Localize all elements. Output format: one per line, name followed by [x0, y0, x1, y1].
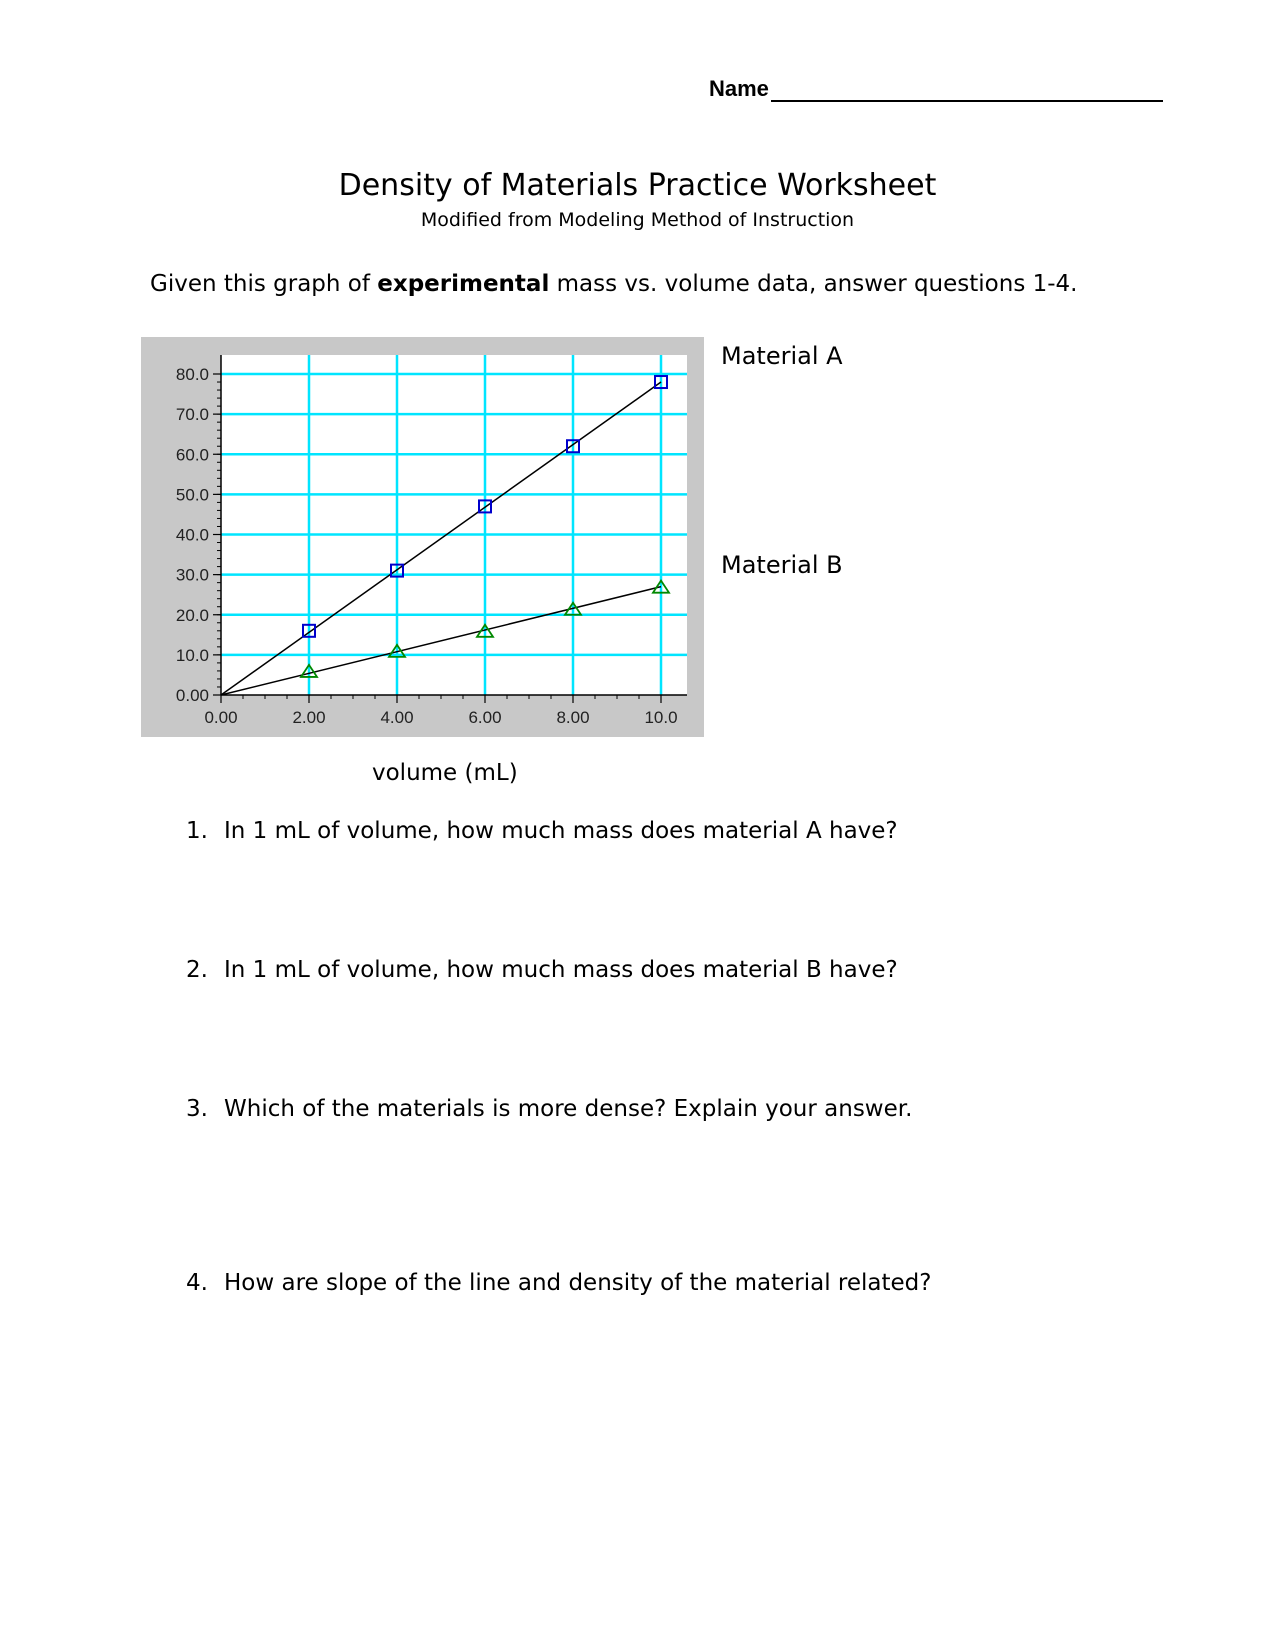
series-label-a: Material A [721, 342, 843, 370]
question-4 [186, 1270, 932, 1296]
question-number: 1. [186, 818, 208, 844]
question-text: Which of the materials is more dense? Explain your answer. [224, 1096, 913, 1122]
series-label-b: Material B [721, 551, 843, 579]
y-tick-label: 40.0 [175, 525, 209, 545]
x-tick-label: 10.0 [644, 708, 678, 727]
page-title: Density of Materials Practice Worksheet [338, 168, 937, 203]
mass-volume-chart [141, 337, 704, 737]
x-tick-label: 4.00 [380, 708, 414, 727]
x-tick-label: 6.00 [468, 708, 502, 727]
x-tick-label: 8.00 [556, 708, 590, 727]
y-tick-label: 30.0 [175, 565, 209, 585]
question-1 [186, 818, 898, 844]
page-subtitle: Modified from Modeling Method of Instruction [420, 209, 855, 231]
y-tick-label: 60.0 [175, 445, 209, 465]
y-tick-label: 70.0 [175, 405, 209, 425]
plot-area [221, 355, 687, 695]
question-text: In 1 mL of volume, how much mass does material A have? [224, 818, 898, 844]
question-3 [186, 1096, 912, 1122]
chart-svg [141, 337, 704, 737]
question-text: How are slope of the line and density of the material related? [224, 1270, 932, 1296]
question-number: 3. [186, 1096, 208, 1122]
question-2 [186, 957, 898, 983]
y-tick-label: 20.0 [175, 605, 209, 625]
x-axis-label: volume (mL) [372, 760, 518, 786]
x-tick-label: 2.00 [292, 708, 326, 727]
question-number: 2. [186, 957, 208, 983]
x-tick-label: 0.00 [204, 708, 238, 727]
question-text: In 1 mL of volume, how much mass does material B have? [224, 957, 898, 983]
intro-bold: experimental [377, 271, 550, 297]
intro-before: Given this graph of [150, 271, 378, 297]
name-field [709, 76, 1163, 102]
name-underline [771, 78, 1163, 102]
y-tick-label: 50.0 [175, 485, 209, 505]
y-tick-label: 0.00 [175, 686, 209, 705]
y-tick-label: 80.0 [175, 365, 209, 384]
intro-after: mass vs. volume data, answer questions 1-4. [549, 271, 1078, 297]
question-number: 4. [186, 1270, 208, 1296]
y-tick-label: 10.0 [175, 645, 209, 665]
intro-text [150, 271, 1078, 297]
name-label: Name [709, 76, 769, 101]
